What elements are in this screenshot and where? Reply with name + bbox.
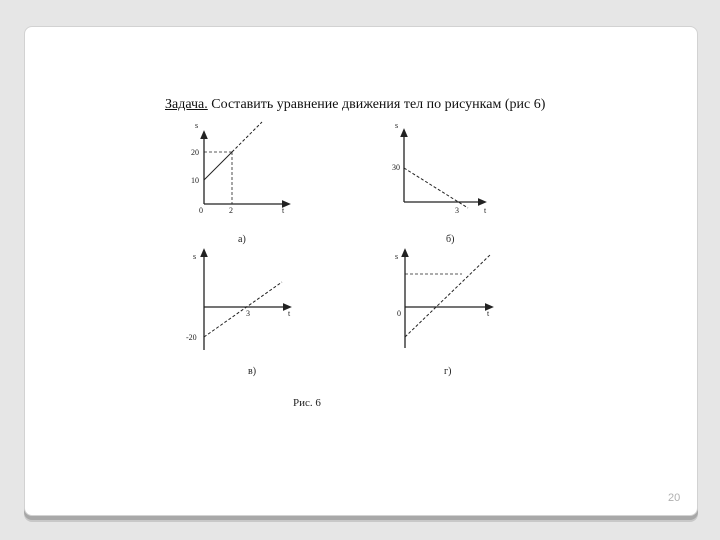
graph-a-y-label: s — [195, 121, 199, 130]
task-label: Задача. — [165, 97, 208, 112]
graph-a-tick-10: 10 — [191, 176, 199, 185]
graph-g-motion-line — [405, 255, 490, 337]
graph-a-motion-line — [204, 152, 232, 180]
graph-a-tick-20: 20 — [191, 148, 199, 157]
graph-a-motion-line-dashed — [232, 122, 262, 152]
graph-v-tick-neg20: -20 — [186, 333, 197, 342]
graph-b — [392, 121, 487, 245]
graph-a-tick-2: 2 — [229, 206, 233, 215]
graph-g-x-label: t — [487, 309, 490, 318]
graph-g-caption: г) — [444, 366, 452, 377]
graph-a-x-label: t — [282, 206, 285, 215]
figure-caption: Рис. 6 — [293, 397, 321, 409]
graph-a-tick-origin: 0 — [199, 206, 203, 215]
page-number: 20 — [668, 492, 681, 504]
graph-b-tick-30: 30 — [392, 163, 400, 172]
task-text: Составить уравнение движения тел по рисункам (рис 6) — [207, 97, 546, 112]
graph-v-x-label: t — [288, 309, 291, 318]
graph-a — [191, 121, 287, 245]
graph-b-y-label: s — [395, 121, 399, 130]
graph-a-caption: а) — [238, 234, 246, 245]
graph-v-y-label: s — [193, 252, 197, 261]
graph-v — [186, 252, 291, 377]
graph-g-y-label: s — [395, 252, 399, 261]
graph-g-tick-origin: 0 — [397, 309, 401, 318]
graph-g — [395, 252, 490, 377]
graph-b-tick-3: 3 — [455, 206, 459, 215]
graph-b-x-label: t — [484, 206, 487, 215]
graph-v-caption: в) — [248, 366, 257, 377]
graph-b-caption: б) — [446, 234, 455, 245]
graph-v-tick-3: 3 — [246, 309, 250, 318]
graph-v-motion-line — [204, 282, 282, 337]
